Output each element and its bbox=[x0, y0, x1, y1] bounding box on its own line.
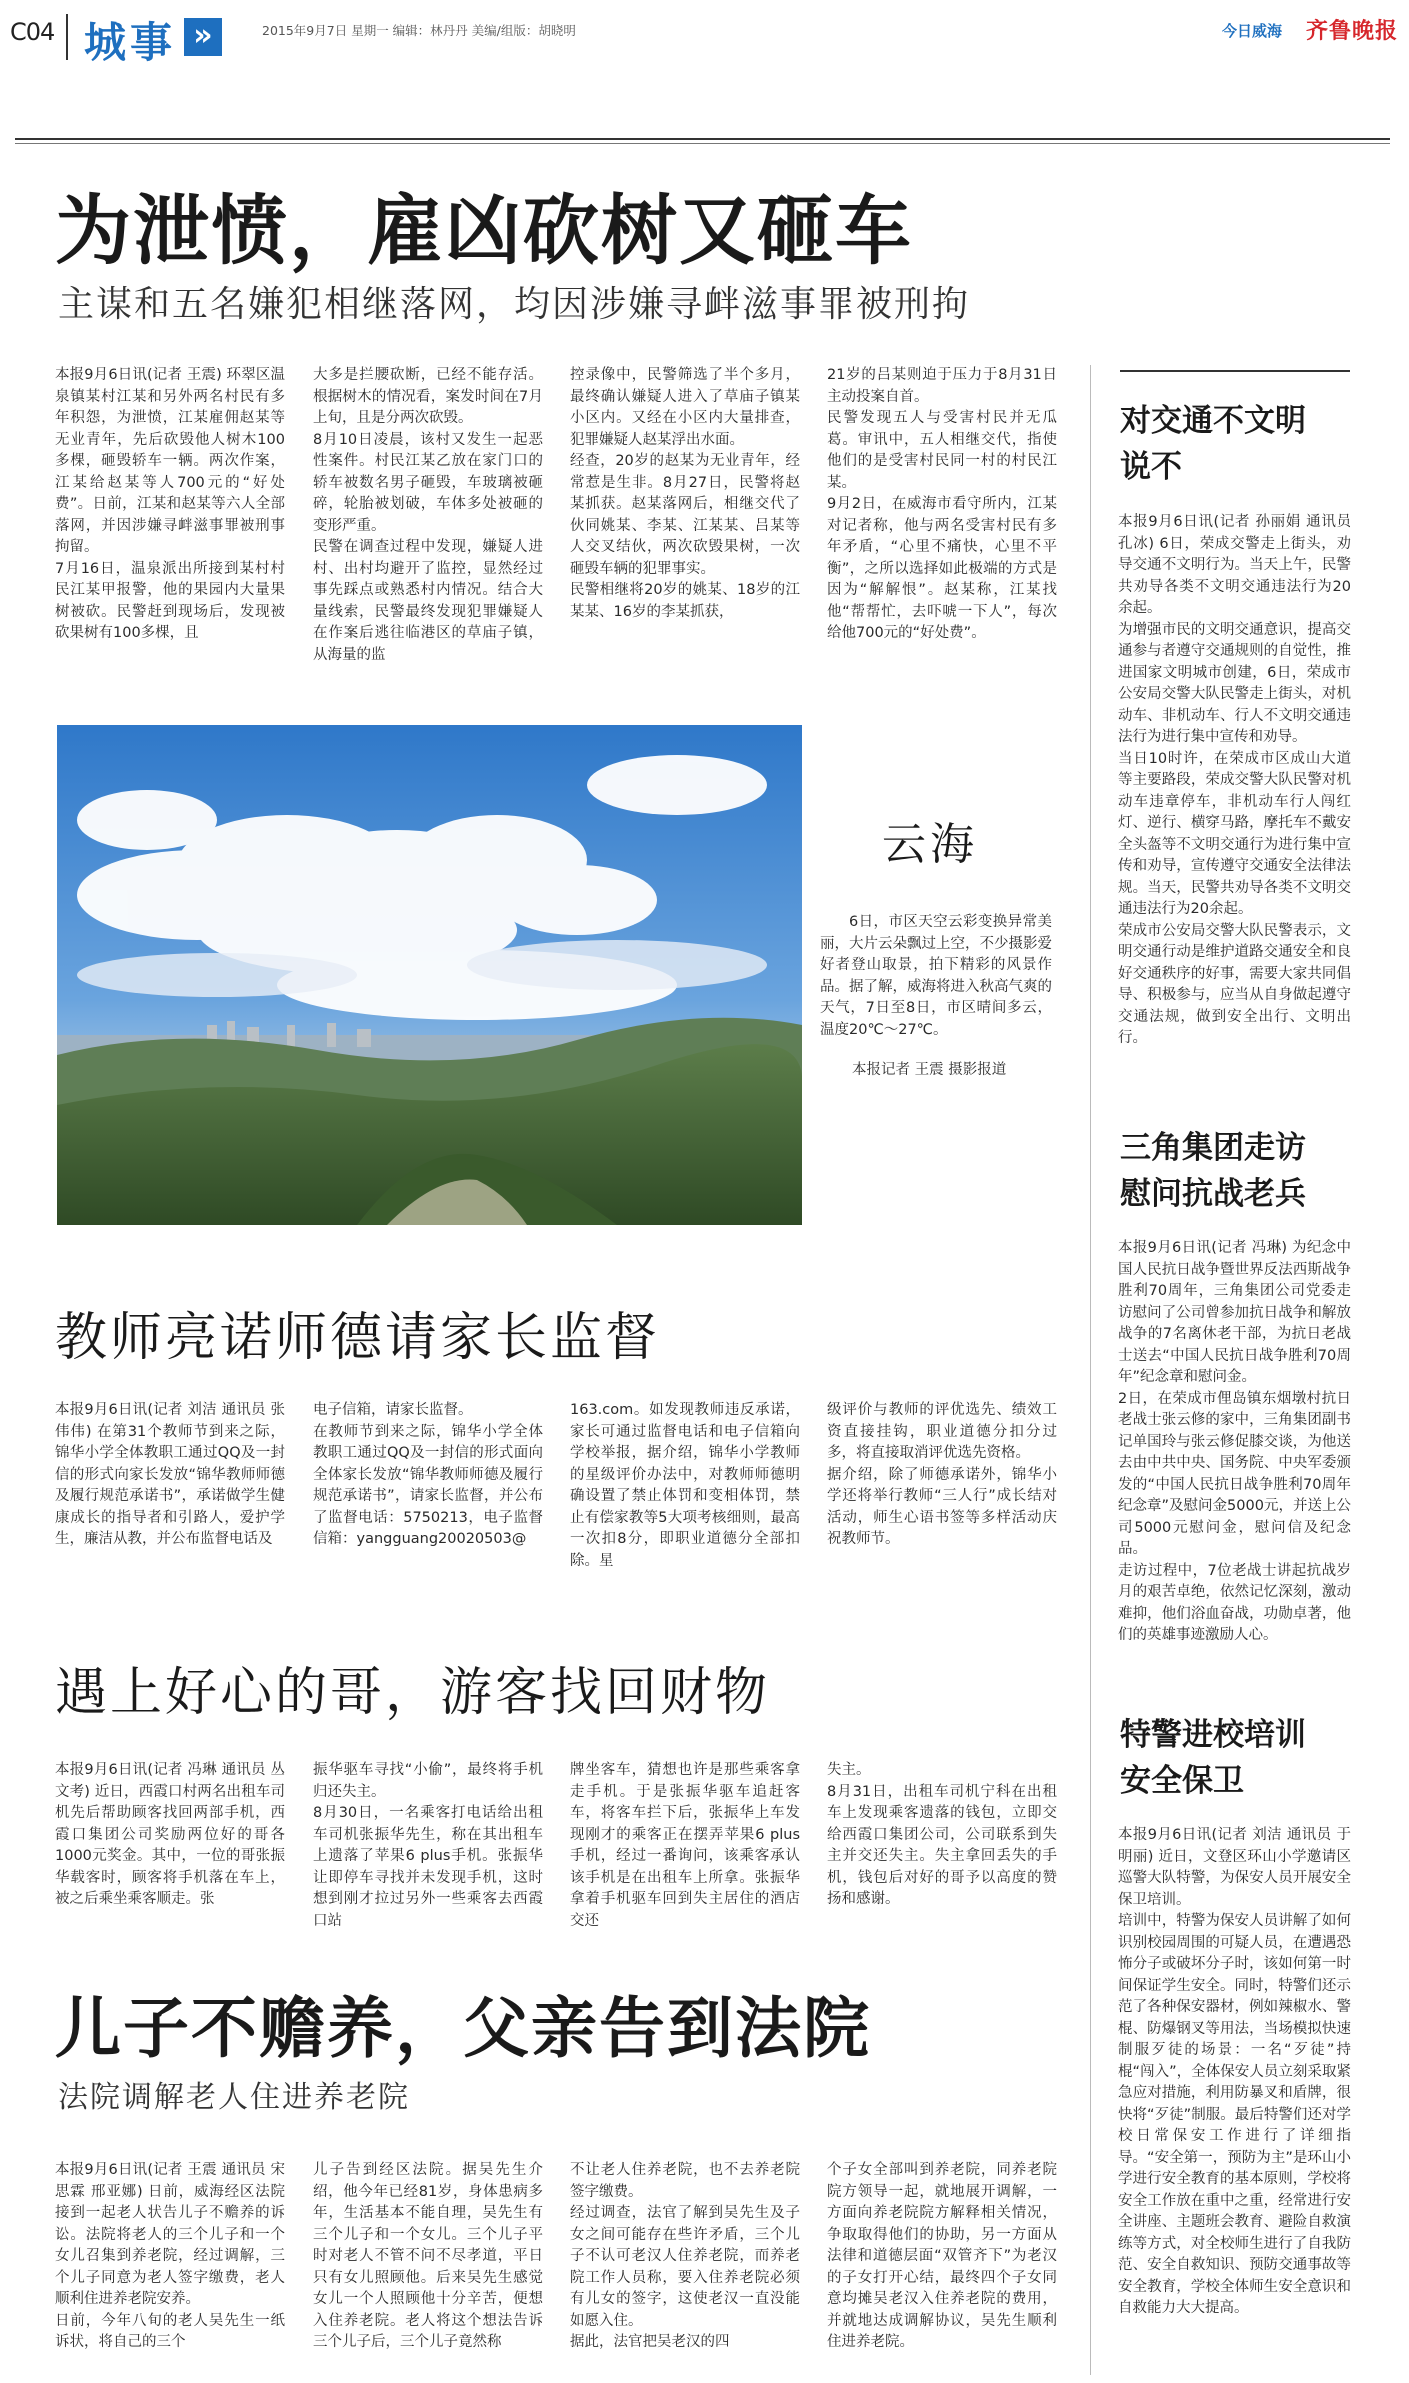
article1-col1: 本报9月6日讯(记者 王震) 环翠区温泉镇某村江某和另外两名村民有多年积怨，为泄愤，江某雇佣赵某等无业青年，先后砍毁他人树木100多棵，砸毁轿车一辆。两次作案，江某给赵某等人700元的“好处费”。日前，江某和赵某等六人全部落网，并因涉嫌寻衅滋事罪被刑事拘留。 7月16日，温泉派出所接到某村村民江某甲报警，他的果园内大量果树被砍。民警赶到现场后，发现被砍果树有100多棵，且 bbox=[55, 367, 285, 641]
paper-logo: 齐鲁晚报 bbox=[1306, 18, 1399, 44]
article4-col4: 个子女全部叫到养老院，同养老院院方领导一起，就地展开调解，一方面向养老院院方解释相关情况，争取取得他们的协助，另一方面从法律和道德层面“双管齐下”为老汉的子女打开心结，最终四个子女同意均摊吴老汉入住养老院的费用，并就地达成调解协议，吴先生顺利住进养老院。 bbox=[827, 2162, 1057, 2350]
edition-label: 今日威海 bbox=[1222, 22, 1283, 40]
photo-illustration bbox=[57, 725, 802, 1225]
sidebar-divider bbox=[1090, 365, 1091, 2375]
article2-col4: 级评价与教师的评优选先、绩效工资直接挂钩，职业道德分扣分过多，将直接取消评优选先资格。 据介绍，除了师德承诺外，锦华小学还将举行教师“三人行”成长结对活动，师生心语书签等多样活动庆祝教师节。 bbox=[827, 1402, 1057, 1547]
header-rule-thin bbox=[15, 143, 1390, 144]
side3-body: 本报9月6日讯(记者 刘洁 通讯员 于明丽) 近日，文登区环山小学邀请区巡警大队特警，为保安人员开展安全保卫培训。 培训中，特警为保安人员讲解了如何识别校园周围的可疑人员，在遭遇恐怖分子或破坏分子时，该如何第一时间保证学生安全。同时，特警们还示范了各种保安器材，例如辣椒水、警棍、防爆钢叉等用法，当场模拟快速制服歹徒的场景：一名“歹徒”持棍“闯入”，全体保安人员立刻采取紧急应对措施，利用防暴叉和盾牌，很快将“歹徒”制服。最后特警们还对学校日常保安工作进行了详细指导。“安全第一，预防为主”是环山小学进行安全教育的基本原则，学校将安全工作放在重中之重，经常进行安全讲座、主题班会教育、避险自救演练等方式，对全校师生进行了自我防范、安全自救知识、预防交通事故等安全教育，学校全体师生安全意识和自救能力大大提高。 bbox=[1118, 1827, 1351, 2316]
photo-caption: 6日，市区天空云彩变换异常美丽，大片云朵飘过上空，不少摄影爱好者登山取景，拍下精彩的风景作品。据了解，威海将进入秋高气爽的天气，7日至8日，市区晴间多云，温度20℃～27℃。 bbox=[820, 914, 1052, 1038]
page-number: C04 bbox=[10, 18, 55, 46]
article3-col1: 本报9月6日讯(记者 冯琳 通讯员 丛文考) 近日，西霞口村两名出租车司机先后帮助顾客找回两部手机，西霞口集团公司奖励两位好的哥各1000元奖金。其中，一位的哥张振华载客时，顾客将手机落在车上，被之后乘坐乘客顺走。张 bbox=[55, 1762, 285, 1907]
article2-col3: 163.com。如发现教师违反承诺，家长可通过监督电话和电子信箱向学校举报，据介绍，锦华小学教师的星级评价办法中，对教师师德明确设置了禁止体罚和变相体罚，禁止有偿家教等5大项考核细则，最高一次扣8分，即职业道德分全部扣除。星 bbox=[570, 1402, 800, 1569]
photo-title: 云海 bbox=[882, 819, 978, 870]
sidebar-top-rule bbox=[1120, 370, 1350, 372]
article4-subhead: 法院调解老人住进养老院 bbox=[58, 2080, 410, 2115]
article4-headline: 儿子不赡养，父亲告到法院 bbox=[55, 1990, 871, 2067]
photo-credit: 本报记者 王震 摄影报道 bbox=[852, 1062, 1007, 1078]
article4-col1: 本报9月6日讯(记者 王震 通讯员 宋思霖 邢亚娜) 日前，威海经区法院接到一起老人状告儿子不赡养的诉讼。法院将老人的三个儿子和一个女儿召集到养老院，经过调解，三个儿子同意为老人签字缴费，老人顺利住进养老院安养。 日前，今年八旬的老人吴先生一纸诉状，将自己的三个 bbox=[55, 2162, 285, 2350]
side1-headline: 对交通不文明说不 bbox=[1120, 403, 1306, 485]
cloud-sea-photo bbox=[57, 725, 802, 1225]
article1-subhead: 主谋和五名嫌犯相继落网，均因涉嫌寻衅滋事罪被刑拘 bbox=[58, 284, 971, 325]
article3-col4: 失主。 8月31日，出租车司机宁科在出租车上发现乘客遗落的钱包，立即交给西霞口集团公司，公司联系到失主并交还失主。失主拿回丢失的手机，钱包后对好的哥予以高度的赞扬和感谢。 bbox=[827, 1762, 1057, 1907]
article2-headline: 教师亮诺师德请家长监督 bbox=[55, 1308, 661, 1368]
article1-headline: 为泄愤，雇凶砍树又砸车 bbox=[55, 186, 913, 275]
article1-col4: 21岁的吕某则迫于压力于8月31日主动投案自首。 民警发现五人与受害村民并无瓜葛。审讯中，五人相继交代，指使他们的是受害村民同一村的村民江某。 9月2日，在威海市看守所内，江某对记者称，他与两名受害村民有多年矛盾，“心里不痛快，心里不平衡”，之所以选择如此极端的方式是因为“解解恨”。赵某称，江某找他“帮帮忙，去吓唬一下人”，每次给他700元的“好处费”。 bbox=[827, 367, 1057, 641]
header-divider bbox=[66, 14, 68, 60]
side1-body: 本报9月6日讯(记者 孙丽娟 通讯员 孔冰) 6日，荣成交警走上街头，劝导交通不文明行为。当天上午，民警共劝导各类不文明交通违法行为20余起。 为增强市民的文明交通意识，提高交通参与者遵守交通规则的自觉性，推进国家文明城市创建，6日，荣成市公安局交警大队民警走上街头，对机动车、非机动车、行人不文明交通违法行为进行集中宣传和劝导。 当日10时许，在荣成市区成山大道等主要路段，荣成交警大队民警对机动车违章停车，非机动车行人闯红灯、逆行、横穿马路，摩托车不戴安全头盔等不文明交通行为进行集中宣传和劝导，宣传遵守交通安全法律法规。当天，民警共劝导各类不文明交通违法行为20余起。 荣成市公安局交警大队民警表示，文明交通行动是维护道路交通安全和良好交通秩序的好事，需要大家共同倡导、积极参与，应当从自身做起遵守交通法规，做到安全出行、文明出行。 bbox=[1118, 514, 1351, 1046]
article1-col2: 大多是拦腰砍断，已经不能存活。根据树木的情况看，案发时间在7月上旬，且是分两次砍毁。 8月10日凌晨，该村又发生一起恶性案件。村民江某乙放在家门口的轿车被数名男子砸毁，车玻璃被砸碎，轮胎被划破，车体多处被砸的变形严重。 民警在调查过程中发现，嫌疑人进村、出村均避开了监控，显然经过事先踩点或熟悉村内情况。结合大量线索，民警最终发现犯罪嫌疑人在作案后逃往临港区的草庙子镇，从海量的监 bbox=[313, 367, 543, 663]
article3-headline: 遇上好心的哥，游客找回财物 bbox=[55, 1663, 771, 1723]
header-info: 2015年9月7日 星期一 编辑：林丹丹 美编/组版：胡晓明 bbox=[262, 23, 576, 38]
article3-col3: 牌坐客车，猜想也许是那些乘客拿走手机。于是张振华驱车追赶客车，将客车拦下后，张振华上车发现刚才的乘客正在摆弄苹果6 plus手机，经过一番询问，该乘客承认该手机是在出租车上所拿。张振华拿着手机驱车回到失主居住的酒店交还 bbox=[570, 1762, 800, 1929]
side2-body: 本报9月6日讯(记者 冯琳) 为纪念中国人民抗日战争暨世界反法西斯战争胜利70周年，三角集团公司党委走访慰问了公司曾参加抗日战争和解放战争的7名离休老干部，为抗日老战士送去“中国人民抗日战争胜利70周年”纪念章和慰问金。 2日，在荣成市俚岛镇东烟墩村抗日老战士张云修的家中，三角集团副书记单国玲与张云修促膝交谈，为他送去由中共中央、国务院、中央军委颁发的“中国人民抗日战争胜利70周年纪念章”及慰问金5000元，并送上公司5000元慰问金，慰问信及纪念品。 走访过程中，7位老战士讲起抗战岁月的艰苦卓绝，依然记忆深刻，激动难抑，他们浴血奋战，功勋卓著，他们的英雄事迹激励人心。 bbox=[1118, 1240, 1351, 1643]
side2-headline: 三角集团走访慰问抗战老兵 bbox=[1120, 1130, 1306, 1212]
article3-col2: 振华驱车寻找“小偷”，最终将手机归还失主。 8月30日，一名乘客打电话给出租车司机张振华先生，称在其出租车上遗落了苹果6 plus手机。张振华让即停车寻找并未发现手机，这时想到刚才拉过另外一些乘客去西霞口站 bbox=[313, 1762, 543, 1929]
side3-headline: 特警进校培训安全保卫 bbox=[1120, 1717, 1306, 1799]
section-title: 城事 bbox=[84, 18, 177, 67]
article2-col1: 本报9月6日讯(记者 刘洁 通讯员 张伟伟) 在第31个教师节到来之际，锦华小学全体教职工通过QQ及一封信的形式向家长发放“锦华教师师德及履行规范承诺书”，承诺做学生健康成长的指导者和引路人，爱护学生，廉洁从教，并公布监督电话及 bbox=[55, 1402, 285, 1547]
article1-col3: 控录像中，民警筛选了半个多月，最终确认嫌疑人进入了草庙子镇某小区内。又经在小区内大量排查，犯罪嫌疑人赵某浮出水面。 经查，20岁的赵某为无业青年，经常惹是生非。8月27日，民警将赵某抓获。赵某落网后，相继交代了伙同姚某、李某、江某某、吕某等人交叉结伙，两次砍毁果树，一次砸毁车辆的犯罪事实。 民警相继将20岁的姚某、18岁的江某某、16岁的李某抓获， bbox=[570, 367, 800, 620]
header-rule bbox=[15, 138, 1390, 140]
article4-col2: 儿子告到经区法院。据吴先生介绍，他今年已经81岁，身体患病多年，生活基本不能自理，吴先生有三个儿子和一个女儿。三个儿子平时对老人不管不问不尽孝道，平日只有女儿照顾他。后来吴先生感觉女儿一个人照顾他十分辛苦，便想入住养老院。老人将这个想法告诉三个儿子后，三个儿子竟然称 bbox=[313, 2162, 543, 2350]
article4-col3: 不让老人住养老院，也不去养老院签字缴费。 经过调查，法官了解到吴先生及子女之间可能存在些许矛盾，三个儿子不认可老汉人住养老院，而养老院工作人员称，要入住养老院必须有儿女的签字，这使老汉一直没能如愿入住。 据此，法官把吴老汉的四 bbox=[570, 2162, 800, 2350]
section-arrow-icon: » bbox=[184, 18, 222, 56]
article2-col2: 电子信箱，请家长监督。 在教师节到来之际，锦华小学全体教职工通过QQ及一封信的形式面向全体家长发放“锦华教师师德及履行规范承诺书”，请家长监督，并公布了监督电话：5750213，电子监督信箱：yangguang20020503@ bbox=[313, 1402, 543, 1547]
